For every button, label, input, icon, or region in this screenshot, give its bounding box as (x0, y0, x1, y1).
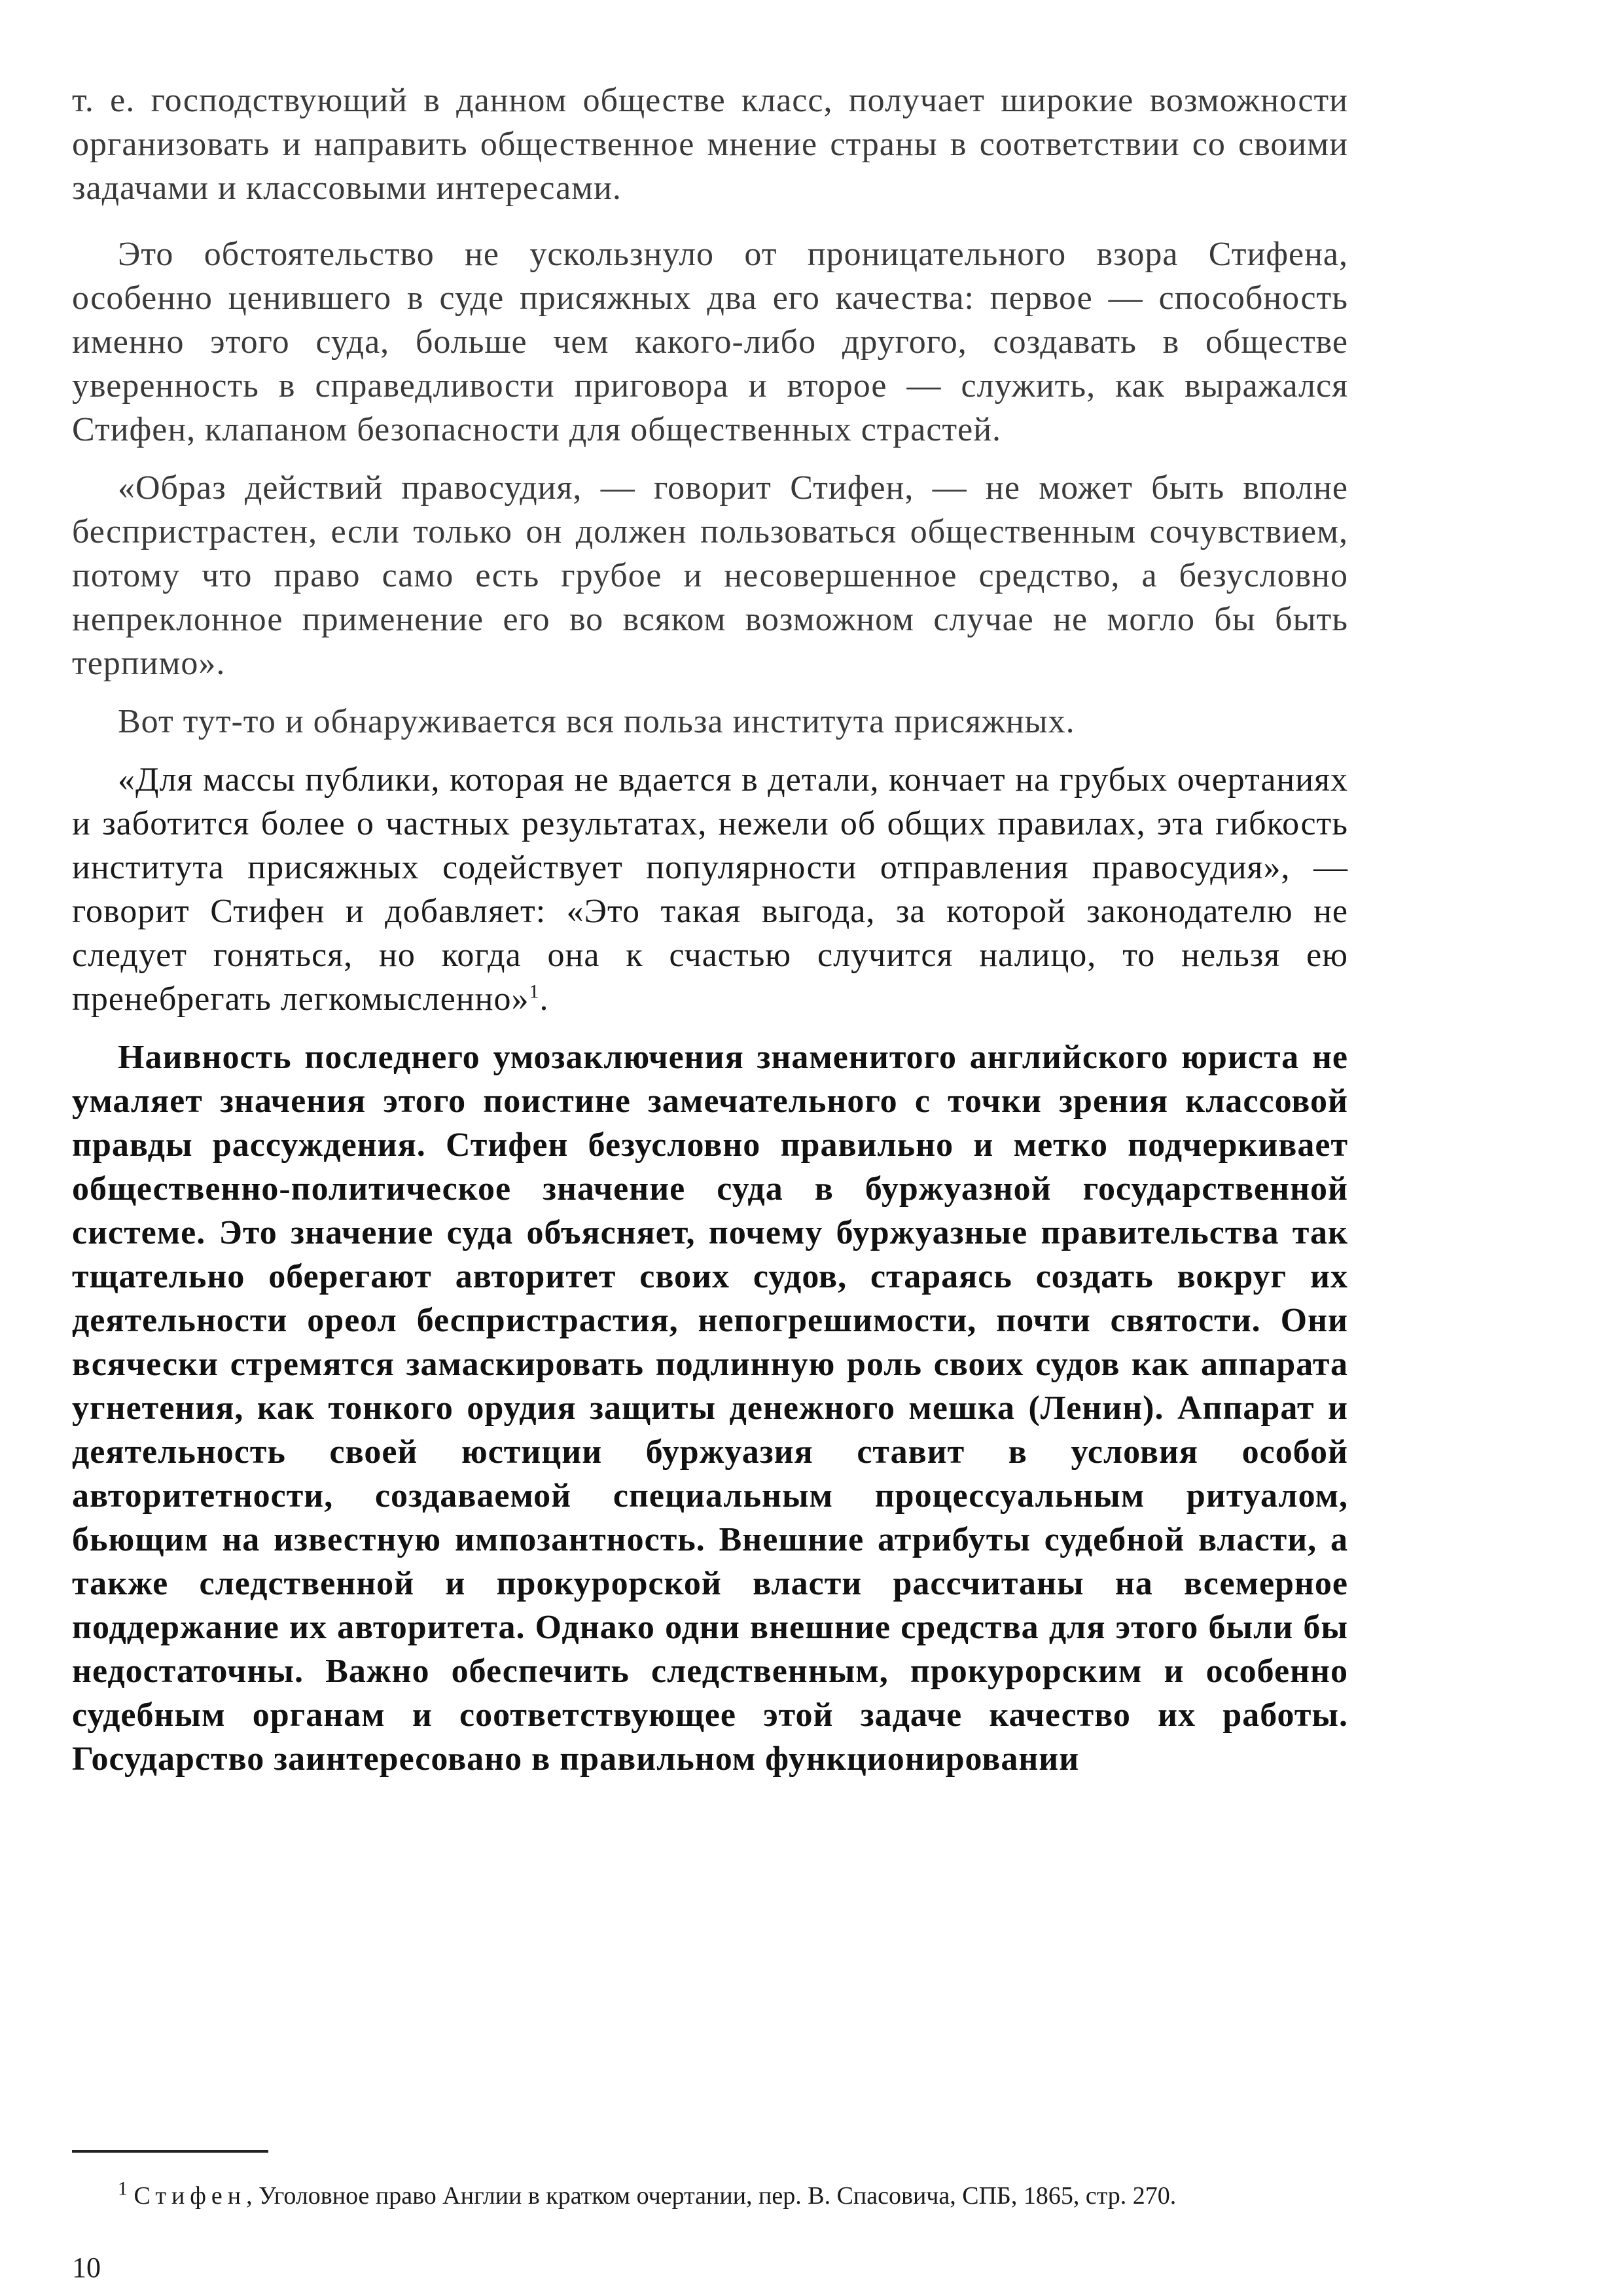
footnote-divider (72, 2150, 268, 2153)
document-page (72, 79, 1348, 2284)
paragraph-public-quote (72, 758, 1348, 1021)
page-number: 10 (72, 2251, 101, 2284)
paragraph-stifen-qualities: Это обстоятельство не ускользнуло от проницательного взора Стифена, особенно ценившего в суде присяжных два его качества: первое — способность именно этого суда, больше чем какого-либо другого, создавать в обществе уверенность в справедливости приговора и второе — служить, как выражался Стифен, клапаном безопасности для общественных страстей. (72, 236, 1348, 448)
paragraph-main: Наивность последнего умозаключения знаменитого английского юриста не умаляет значения этого поистине замечательного с точки зрения классовой правды рассуждения. Стифен безусловно правильно и метко подчеркивает общественно-политическое значение суда в буржуазной государственной системе. Это значение суда объясняет, почему буржуазные правительства так тщательно оберегают авторитет своих судов, стараясь создать вокруг их деятельности ореол беспристрастия, непогрешимости, почти святости. Они всячески стремятся замаскировать подлинную роль своих судов как аппарата угнетения, как тонкого орудия защиты денежного мешка (Ленин). Аппарат и деятельность своей юстиции буржуазия ставит в условия особой авторитетности, создаваемой специальным процессуальным ритуалом, бьющим на известную импозантность. Внешние атрибуты судебной власти, а также следственной и прокурорской власти рассчитаны на всемерное поддержание их авторитета. Однако одни внешние средства для этого были бы недостаточны. Важно обеспечить следственным, прокурорским и особенно судебным органам и соответствующее этой задаче качество их работы. Государство заинтересовано в правильном функционировании (72, 1039, 1348, 1778)
paragraph-stifen-quote: «Образ действий правосудия, — говорит Стифен, — не может быть вполне беспристрастен, если только он должен пользоваться общественным сочувствием, потому что право само есть грубое и несовершенное средство, а безусловно непреклонное применение его во всяком возможном случае не могло бы быть терпимо». (72, 469, 1348, 682)
paragraph-jury-benefit: Вот тут-то и обнаруживается вся польза института присяжных. (118, 703, 1075, 740)
footnote (72, 2179, 1348, 2212)
footnote-text: , Уголовное право Англии в кратком очертании, пер. В. Спасовича, СПБ, 1865, стр. 270. (246, 2182, 1177, 2210)
quote-end: . (539, 980, 549, 1018)
footnote-reference: 1 (529, 980, 540, 1003)
footnote-author: Стифен (134, 2182, 247, 2210)
paragraph-intro: т. е. господствующий в данном обществе класс, получает широкие возможности организовать и направить общественное мнение страны в соответствии со своими задачами и классовыми интересами. (72, 82, 1348, 207)
quote-text: «Для массы публики, которая не вдается в детали, кончает на грубых очертаниях и заботится более о частных результатах, нежели об общих правилах, эта гибкость института присяжных содействует популярности отправления правосудия», — говорит Стифен и добавляет: «Это такая выгода, за которой законодателю не следует гоняться, но когда она к счастью случится налицо, то нельзя ею пренебрегать легкомысленно» (72, 761, 1348, 1018)
footnote-marker: 1 (118, 2178, 128, 2200)
